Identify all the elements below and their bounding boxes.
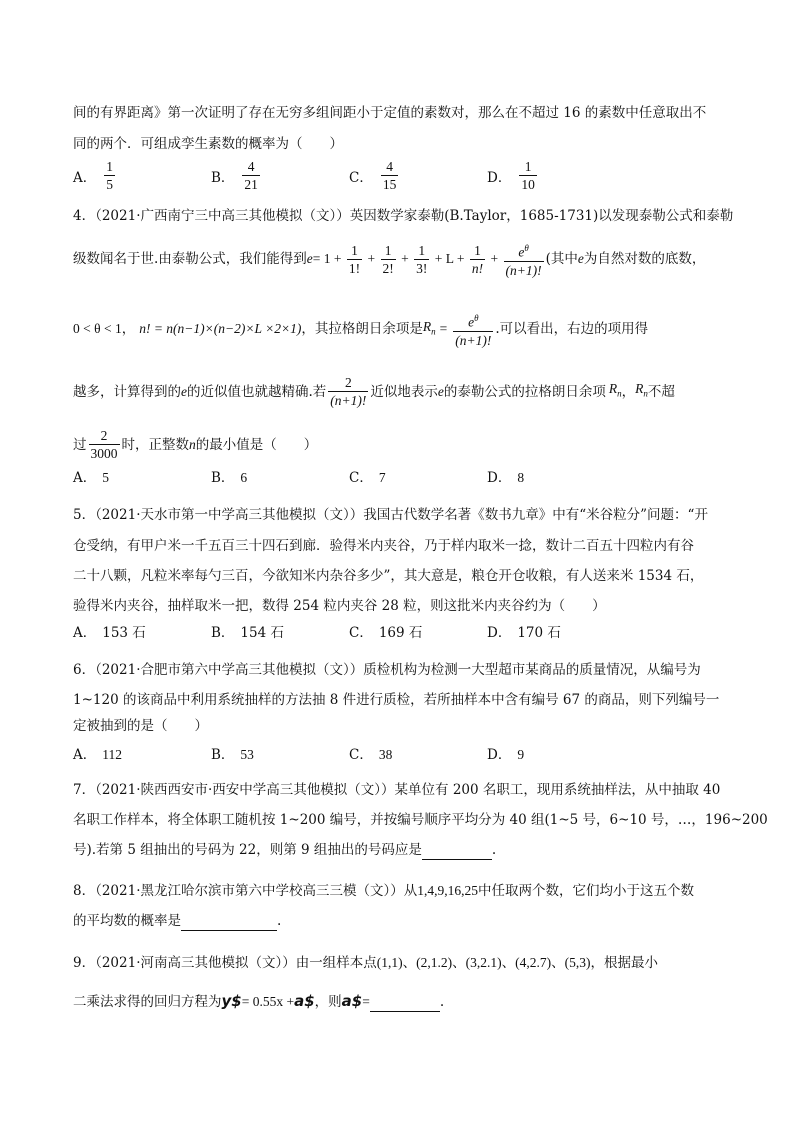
q4-options [73,468,753,488]
q3-option-a: A． $\frac{1}{5}$ [73,159,113,192]
remainder-fraction: $\frac{e^\theta}{(n+1)!}$ [453,310,493,349]
q6-options [73,745,753,765]
q6-option-a: A． 112 [73,747,122,763]
q6-text-line2: 1~120 的该商品中利用系统抽样的方法抽 8 件进行质检，若所抽样本中含有编号 67 的商品，则下列编号一 [73,692,720,708]
approx-fraction: $\frac{2}{(n+1)!}$ [330,375,367,408]
fraction: $\frac{4}{15}$ [382,159,397,192]
q5-text-line4: 验得米内夹谷，抽样取米一把，数得 254 粒内夹谷 28 粒，则这批米内夹谷约为（ ） [73,598,606,614]
ahat-symbol: a$ [341,992,363,1010]
q3-option-d: D． $\frac{1}{10}$ [487,159,535,192]
q8-answer-blank[interactable] [181,916,277,931]
q6-option-d: D． 9 [487,747,525,763]
q4-option-d: D． 8 [487,470,525,486]
q5-option-d: D． 170 石 [487,625,561,641]
fraction: $\frac{1}{n!}$ [471,242,484,276]
q4-text-line3: 0 < θ < 1， n! = n(n−1)×(n−2)×L ×2×1) ，其拉格朗日余项是 $R_n$ = $\frac{e^\theta}{(n+1)!}$ .可以看出，右边的项用得 [73,310,648,349]
q5-text-line3: 二十八颗，凡粒米率每勺三百，今欲知米内杂谷多少”，其大意是，粮仓开仓收粮，有人送来米 1534 石， [73,568,704,584]
fraction: $\frac{1}{2!}$ [382,242,394,276]
fraction: $\frac{1}{10}$ [521,159,535,192]
q3-options [73,158,753,193]
q5-option-b: B． 154 石 [211,625,284,641]
q8-text-line2: 的平均数的概率是 . [73,913,282,929]
q4-option-c: C． 7 [349,470,386,486]
q6-option-c: C． 38 [349,747,393,763]
ahat-symbol: a$ [294,992,315,1010]
q3-option-b: B． $\frac{4}{21}$ [211,159,258,192]
q3-option-c: C． $\frac{4}{15}$ [349,159,397,192]
q4-text-line2: 级数闻名于世.由泰勒公式，我们能得到 e = 1 + $\frac{1}{1!}$ + $\frac{1}{2!}$ + $\frac{1}{3!}$ + L + $\frac{1}{n!}$ + $\frac{e^\theta}{(n+1)!}$ (其中 e 为自然对数的底数， [73,240,705,279]
q9-answer-blank[interactable] [370,997,440,1012]
q5-option-a: A． 153 石 [73,625,146,641]
q3-text-line2: 同的两个．可组成孪生素数的概率为（ ） [73,136,343,152]
fraction: $\frac{4}{21}$ [244,159,258,192]
q5-text-line2: 仓受纳，有甲户米一千五百三十四石到廊．验得米内夹谷，乃于样内取米一捻，数计二百五十四粒内有谷 [73,538,694,554]
q6-option-b: B． 53 [211,747,254,763]
q6-text-line3: 定被抽到的是（ ） [73,718,208,734]
q8-text-line1: 8．（2021·黑龙江哈尔滨市第六中学校高三三模（文））从1,4,9,16,25中任取两个数，它们均小于这五个数 [73,883,694,899]
q7-text-line3: 号).若第 5 组抽出的号码为 22，则第 9 组抽出的号码应是 . [73,842,497,858]
q5-options [73,623,753,643]
yhat-symbol: y$ [221,992,242,1010]
q9-text-line2: 二乘法求得的回归方程为y$= 0.55x +a$，则a$= . [73,992,445,1010]
q4-option-b: B． 6 [211,470,248,486]
q3-text-line1: 间的有界距离》第一次证明了存在无穷多组间距小于定值的素数对，那么在不超过 16 的素数中任意取出不 [73,105,707,121]
q4-text-line1: 4．（2021·广西南宁三中高三其他模拟（文））英因数学家泰勒(B.Taylor，1685-1731)以发现泰勒公式和泰勒 [73,208,734,224]
q7-text-line2: 名职工作样本，将全体职工随机按 1~200 编号，并按编号顺序平均分为 40 组(1~5 号，6~10 号，…，196~200 [73,812,768,828]
q7-answer-blank[interactable] [422,845,492,860]
fraction: $\frac{1}{5}$ [106,159,113,192]
q6-text-line1: 6．（2021·合肥市第六中学高三其他模拟（文））质检机构为检测一大型超市某商品的质量情况，从编号为 [73,662,701,678]
q4-text-line5: 过 $\frac{2}{3000}$ 时，正整数 n 的最小值是（ ） [73,428,318,461]
bound-fraction: $\frac{2}{3000}$ [90,428,118,461]
q9-text-line1: 9．（2021·河南高三其他模拟（文））由一组样本点(1,1)、(2,1.2)、(3,2.1)、(4,2.7)、(5,3)，根据最小 [73,955,658,971]
q4-text-line4: 越多，计算得到的 e 的近似值也就越精确.若 $\frac{2}{(n+1)!}$ 近似地表示 e 的泰勒公式的拉格朗日余项 $R_n$ ， $R_n$ 不超 [73,375,675,408]
q4-option-a: A． 5 [73,470,109,486]
q5-text-line1: 5．（2021·天水市第一中学高三其他模拟（文））我国古代数学名著《数书九章》中有“米谷粒分”问题：“开 [73,507,708,523]
q7-text-line1: 7．（2021·陕西西安市·西安中学高三其他模拟（文））某单位有 200 名职工，现用系统抽样法，从中抽取 40 [73,782,721,798]
q5-option-c: C． 169 石 [349,625,423,641]
fraction: $\frac{1}{1!}$ [348,242,361,276]
remainder-fraction: $\frac{e^\theta}{(n+1)!}$ [504,240,544,279]
fraction: $\frac{1}{3!}$ [416,242,428,276]
